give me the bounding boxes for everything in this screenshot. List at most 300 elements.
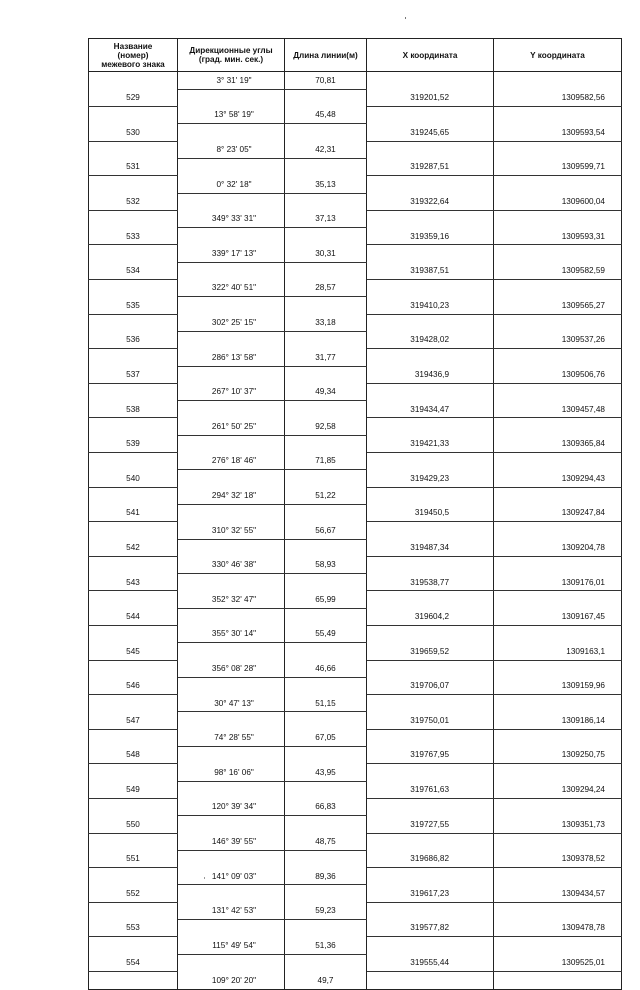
cell-x-coordinate — [367, 712, 494, 729]
table-row-point — [89, 124, 622, 141]
cell-line-length — [285, 210, 367, 227]
cell-value: 319761,63 — [410, 785, 449, 795]
cell-value: 552 — [126, 888, 140, 898]
cell-x-coordinate — [367, 816, 494, 833]
cell-value: 31,77 — [315, 352, 336, 362]
cell-mark-name — [89, 193, 178, 210]
cell-value: 35,13 — [315, 179, 336, 189]
cell-value: 537 — [126, 369, 140, 379]
boundary-coordinates-table — [88, 38, 622, 990]
cell-value: 319706,07 — [410, 681, 449, 691]
cell-value: 547 — [126, 715, 140, 725]
cell-direction-angle — [178, 158, 285, 175]
cell-value: 319428,02 — [410, 335, 449, 345]
cell-mark-name — [89, 210, 178, 227]
table-row-point — [89, 228, 622, 245]
cell-direction-angle — [178, 712, 285, 729]
table-row-point — [89, 539, 622, 556]
cell-value: 66,83 — [315, 802, 336, 812]
cell-mark-name — [89, 453, 178, 470]
cell-line-length — [285, 349, 367, 366]
cell-value: 46,66 — [315, 663, 336, 673]
cell-value: 48,75 — [315, 836, 336, 846]
table-row-segment — [89, 107, 622, 124]
header-y-coordinate: Y координата — [494, 39, 622, 72]
cell-x-coordinate — [367, 798, 494, 815]
cell-mark-name — [89, 383, 178, 400]
cell-x-coordinate — [367, 262, 494, 279]
cell-line-length — [285, 89, 367, 106]
cell-value: 1309204,78 — [561, 542, 605, 552]
cell-value: 542 — [126, 542, 140, 552]
cell-x-coordinate — [367, 695, 494, 712]
cell-direction-angle — [178, 435, 285, 452]
table-row-point — [89, 850, 622, 867]
cell-value: 1309457,48 — [561, 404, 605, 414]
cell-x-coordinate — [367, 331, 494, 348]
table-row-segment — [89, 383, 622, 400]
cell-value: 319750,01 — [410, 715, 449, 725]
cell-x-coordinate — [367, 954, 494, 971]
cell-direction-angle — [178, 971, 285, 989]
cell-value: 1309593,31 — [561, 231, 605, 241]
table-row-segment — [89, 556, 622, 573]
cell-value: 319201,52 — [410, 93, 449, 103]
cell-value: 536 — [126, 335, 140, 345]
cell-value: 319686,82 — [410, 854, 449, 864]
cell-value: 319387,51 — [410, 266, 449, 276]
header-line: Название — [113, 41, 153, 51]
cell-x-coordinate — [367, 297, 494, 314]
cell-y-coordinate — [494, 401, 622, 418]
cell-y-coordinate — [494, 747, 622, 764]
coordinates-sheet — [88, 38, 621, 990]
cell-line-length — [285, 539, 367, 556]
cell-direction-angle — [178, 331, 285, 348]
cell-value: 33,18 — [315, 318, 336, 328]
cell-mark-name — [89, 107, 178, 124]
cell-direction-angle — [178, 418, 285, 435]
cell-y-coordinate — [494, 695, 622, 712]
cell-value: 89,36 — [315, 871, 336, 881]
cell-x-coordinate — [367, 210, 494, 227]
cell-line-length — [285, 228, 367, 245]
cell-direction-angle — [178, 522, 285, 539]
cell-line-length — [285, 660, 367, 677]
cell-direction-angle — [178, 920, 285, 937]
table-row-segment — [89, 729, 622, 746]
cell-direction-angle — [178, 470, 285, 487]
table-row-segment — [89, 176, 622, 193]
cell-x-coordinate — [367, 747, 494, 764]
cell-direction-angle — [178, 729, 285, 746]
cell-line-length — [285, 487, 367, 504]
table-row-point — [89, 643, 622, 660]
cell-x-coordinate — [367, 418, 494, 435]
cell-value: 529 — [126, 93, 140, 103]
table-row-point — [89, 158, 622, 175]
cell-y-coordinate — [494, 920, 622, 937]
cell-line-length — [285, 470, 367, 487]
table-row-segment — [89, 591, 622, 608]
cell-line-length — [285, 695, 367, 712]
cell-line-length — [285, 764, 367, 781]
cell-line-length — [285, 141, 367, 158]
cell-line-length — [285, 626, 367, 643]
cell-value: 74° 28' 55" — [214, 733, 254, 743]
cell-direction-angle — [178, 954, 285, 971]
cell-value: 8° 23' 05" — [216, 145, 252, 155]
cell-value: 1309593,54 — [561, 127, 605, 137]
cell-y-coordinate — [494, 314, 622, 331]
cell-mark-name — [89, 124, 178, 141]
cell-value: 1309163,1 — [566, 646, 605, 656]
cell-y-coordinate — [494, 228, 622, 245]
cell-direction-angle — [178, 89, 285, 106]
cell-value: 65,99 — [315, 594, 336, 604]
cell-direction-angle — [178, 176, 285, 193]
cell-y-coordinate — [494, 280, 622, 297]
cell-value: 37,13 — [315, 214, 336, 224]
cell-direction-angle — [178, 937, 285, 954]
cell-direction-angle — [178, 608, 285, 625]
cell-direction-angle — [178, 487, 285, 504]
table-row-point — [89, 435, 622, 452]
cell-value: 1309582,56 — [561, 93, 605, 103]
cell-direction-angle — [178, 539, 285, 556]
cell-mark-name — [89, 314, 178, 331]
cell-value: 1309176,01 — [561, 577, 605, 587]
cell-mark-name — [89, 677, 178, 694]
cell-line-length — [285, 920, 367, 937]
cell-x-coordinate — [367, 470, 494, 487]
cell-direction-angle — [178, 574, 285, 591]
cell-y-coordinate — [494, 954, 622, 971]
cell-y-coordinate — [494, 729, 622, 746]
cell-x-coordinate — [367, 850, 494, 867]
cell-value: 356° 08' 28" — [211, 663, 257, 673]
cell-line-length — [285, 591, 367, 608]
cell-y-coordinate — [494, 574, 622, 591]
table-header-row — [89, 39, 622, 72]
cell-x-coordinate — [367, 435, 494, 452]
table-row-point — [89, 816, 622, 833]
cell-value: 319410,23 — [410, 300, 449, 310]
cell-value: 267° 10' 37" — [211, 387, 257, 397]
cell-y-coordinate — [494, 764, 622, 781]
cell-y-coordinate — [494, 297, 622, 314]
cell-mark-name — [89, 850, 178, 867]
cell-mark-name — [89, 72, 178, 90]
cell-x-coordinate — [367, 228, 494, 245]
table-row-point — [89, 574, 622, 591]
cell-y-coordinate — [494, 176, 622, 193]
cell-y-coordinate — [494, 349, 622, 366]
cell-value: 141° 09' 03" — [211, 871, 257, 881]
cell-value: 1309186,14 — [561, 715, 605, 725]
table-row-point — [89, 297, 622, 314]
cell-value: 58,93 — [315, 560, 336, 570]
cell-x-coordinate — [367, 971, 494, 989]
cell-x-coordinate — [367, 141, 494, 158]
cell-mark-name — [89, 418, 178, 435]
cell-line-length — [285, 453, 367, 470]
cell-value: 349° 33' 31" — [211, 214, 257, 224]
table-row-segment — [89, 418, 622, 435]
cell-value: 1309167,45 — [561, 612, 605, 622]
cell-mark-name — [89, 574, 178, 591]
cell-value: 1309294,24 — [561, 785, 605, 795]
cell-mark-name — [89, 89, 178, 106]
cell-value: 71,85 — [315, 456, 336, 466]
cell-y-coordinate — [494, 245, 622, 262]
cell-value: 13° 58' 19" — [214, 110, 254, 120]
cell-y-coordinate — [494, 626, 622, 643]
cell-line-length — [285, 280, 367, 297]
cell-x-coordinate — [367, 72, 494, 90]
cell-mark-name — [89, 539, 178, 556]
cell-x-coordinate — [367, 539, 494, 556]
cell-mark-name — [89, 781, 178, 798]
cell-y-coordinate — [494, 262, 622, 279]
cell-value: 352° 32' 47" — [211, 594, 257, 604]
cell-y-coordinate — [494, 193, 622, 210]
cell-value: 319429,23 — [410, 473, 449, 483]
cell-value: 532 — [126, 196, 140, 206]
cell-value: 1309525,01 — [561, 958, 605, 968]
cell-direction-angle — [178, 885, 285, 902]
cell-x-coordinate — [367, 366, 494, 383]
table-row-segment — [89, 141, 622, 158]
scan-speck — [405, 17, 406, 19]
table-row-segment — [89, 245, 622, 262]
table-row-point — [89, 262, 622, 279]
cell-value: 49,34 — [315, 387, 336, 397]
cell-value: 30° 47' 13" — [214, 698, 254, 708]
cell-mark-name — [89, 695, 178, 712]
cell-direction-angle — [178, 643, 285, 660]
cell-mark-name — [89, 626, 178, 643]
table-row-point — [89, 193, 622, 210]
cell-line-length — [285, 176, 367, 193]
cell-line-length — [285, 245, 367, 262]
cell-mark-name — [89, 522, 178, 539]
cell-line-length — [285, 383, 367, 400]
cell-direction-angle — [178, 262, 285, 279]
cell-direction-angle — [178, 556, 285, 573]
cell-line-length — [285, 366, 367, 383]
cell-mark-name — [89, 868, 178, 885]
cell-value: 146° 39' 55" — [211, 836, 257, 846]
cell-value: 554 — [126, 958, 140, 968]
cell-value: 1309506,76 — [561, 369, 605, 379]
cell-value: 539 — [126, 439, 140, 449]
cell-mark-name — [89, 729, 178, 746]
cell-direction-angle — [178, 764, 285, 781]
cell-value: 546 — [126, 681, 140, 691]
cell-mark-name — [89, 712, 178, 729]
cell-direction-angle — [178, 280, 285, 297]
cell-direction-angle — [178, 107, 285, 124]
cell-value: 319555,44 — [410, 958, 449, 968]
table-row-point — [89, 781, 622, 798]
cell-line-length — [285, 868, 367, 885]
cell-x-coordinate — [367, 245, 494, 262]
cell-value: 319538,77 — [410, 577, 449, 587]
cell-direction-angle — [178, 297, 285, 314]
cell-line-length — [285, 522, 367, 539]
cell-value: 56,67 — [315, 525, 336, 535]
cell-direction-angle — [178, 591, 285, 608]
table-row-segment — [89, 349, 622, 366]
header-line: межевого знака — [101, 59, 165, 69]
cell-value: 1309582,59 — [561, 266, 605, 276]
cell-direction-angle — [178, 677, 285, 694]
cell-line-length — [285, 574, 367, 591]
cell-value: 319604,2 — [414, 612, 449, 622]
cell-mark-name — [89, 833, 178, 850]
cell-value: 55,49 — [315, 629, 336, 639]
cell-x-coordinate — [367, 504, 494, 521]
header-direction-angle — [178, 39, 285, 72]
cell-value: 1309565,27 — [561, 300, 605, 310]
cell-x-coordinate — [367, 453, 494, 470]
cell-value: 319245,65 — [410, 127, 449, 137]
cell-direction-angle — [178, 228, 285, 245]
cell-line-length — [285, 124, 367, 141]
cell-x-coordinate — [367, 107, 494, 124]
cell-value: 43,95 — [315, 767, 336, 777]
cell-mark-name — [89, 158, 178, 175]
cell-mark-name — [89, 297, 178, 314]
cell-y-coordinate — [494, 798, 622, 815]
table-row-segment — [89, 626, 622, 643]
table-row-point — [89, 366, 622, 383]
cell-value: 261° 50' 25" — [211, 421, 257, 431]
cell-mark-name — [89, 660, 178, 677]
cell-line-length — [285, 954, 367, 971]
cell-mark-name — [89, 954, 178, 971]
cell-value: 92,58 — [315, 421, 336, 431]
cell-y-coordinate — [494, 816, 622, 833]
cell-x-coordinate — [367, 937, 494, 954]
cell-x-coordinate — [367, 574, 494, 591]
cell-value: 319436,9 — [414, 369, 449, 379]
cell-mark-name — [89, 141, 178, 158]
cell-value: 59,23 — [315, 906, 336, 916]
table-row-segment — [89, 314, 622, 331]
cell-value: 319450,5 — [414, 508, 449, 518]
cell-value: 294° 32' 18" — [211, 491, 257, 501]
cell-line-length — [285, 677, 367, 694]
cell-value: 1309378,52 — [561, 854, 605, 864]
cell-value: 1309434,57 — [561, 888, 605, 898]
table-row-point — [89, 401, 622, 418]
table-row-point — [89, 504, 622, 521]
table-row-point — [89, 712, 622, 729]
cell-direction-angle — [178, 850, 285, 867]
table-row-segment — [89, 72, 622, 90]
cell-y-coordinate — [494, 608, 622, 625]
cell-value: 28,57 — [315, 283, 336, 293]
cell-direction-angle — [178, 781, 285, 798]
cell-direction-angle — [178, 695, 285, 712]
cell-direction-angle — [178, 401, 285, 418]
cell-value: 51,15 — [315, 698, 336, 708]
cell-x-coordinate — [367, 522, 494, 539]
table-body — [89, 72, 622, 990]
cell-x-coordinate — [367, 193, 494, 210]
cell-value: 319434,47 — [410, 404, 449, 414]
table-row-point — [89, 747, 622, 764]
header-line: (номер) — [117, 50, 149, 60]
cell-y-coordinate — [494, 470, 622, 487]
cell-x-coordinate — [367, 487, 494, 504]
table-row-point — [89, 608, 622, 625]
table-row-segment — [89, 280, 622, 297]
cell-value: 302° 25' 15" — [211, 318, 257, 328]
cell-line-length — [285, 107, 367, 124]
cell-y-coordinate — [494, 453, 622, 470]
cell-line-length — [285, 331, 367, 348]
table-row-segment — [89, 833, 622, 850]
cell-value: 549 — [126, 785, 140, 795]
cell-x-coordinate — [367, 677, 494, 694]
cell-value: 49,7 — [317, 975, 334, 985]
table-row-point — [89, 89, 622, 106]
table-row-segment — [89, 695, 622, 712]
header-line-length: Длина линии(м) — [285, 39, 367, 72]
cell-direction-angle — [178, 314, 285, 331]
cell-value: 1309537,26 — [561, 335, 605, 345]
header-mark-name — [89, 39, 178, 72]
cell-value: 540 — [126, 473, 140, 483]
cell-y-coordinate — [494, 89, 622, 106]
table-row-segment — [89, 522, 622, 539]
cell-value: 551 — [126, 854, 140, 864]
cell-y-coordinate — [494, 331, 622, 348]
cell-line-length — [285, 712, 367, 729]
cell-value: 553 — [126, 923, 140, 933]
cell-value: 115° 49' 54" — [212, 940, 256, 950]
cell-y-coordinate — [494, 556, 622, 573]
cell-value: 0° 32' 18" — [216, 179, 252, 189]
cell-mark-name — [89, 556, 178, 573]
cell-value: 42,31 — [315, 145, 336, 155]
cell-y-coordinate — [494, 643, 622, 660]
cell-x-coordinate — [367, 591, 494, 608]
cell-y-coordinate — [494, 850, 622, 867]
cell-mark-name — [89, 401, 178, 418]
cell-direction-angle — [178, 660, 285, 677]
cell-value: 330° 46' 38" — [211, 560, 257, 570]
cell-x-coordinate — [367, 920, 494, 937]
cell-direction-angle — [178, 504, 285, 521]
cell-value: 533 — [126, 231, 140, 241]
cell-x-coordinate — [367, 608, 494, 625]
cell-value: 543 — [126, 577, 140, 587]
cell-line-length — [285, 556, 367, 573]
cell-x-coordinate — [367, 660, 494, 677]
cell-y-coordinate — [494, 781, 622, 798]
cell-y-coordinate — [494, 107, 622, 124]
cell-y-coordinate — [494, 591, 622, 608]
table-row-segment — [89, 868, 622, 885]
cell-value: 541 — [126, 508, 140, 518]
cell-value: 67,05 — [315, 733, 336, 743]
cell-mark-name — [89, 971, 178, 989]
cell-value: 51,22 — [315, 491, 336, 501]
